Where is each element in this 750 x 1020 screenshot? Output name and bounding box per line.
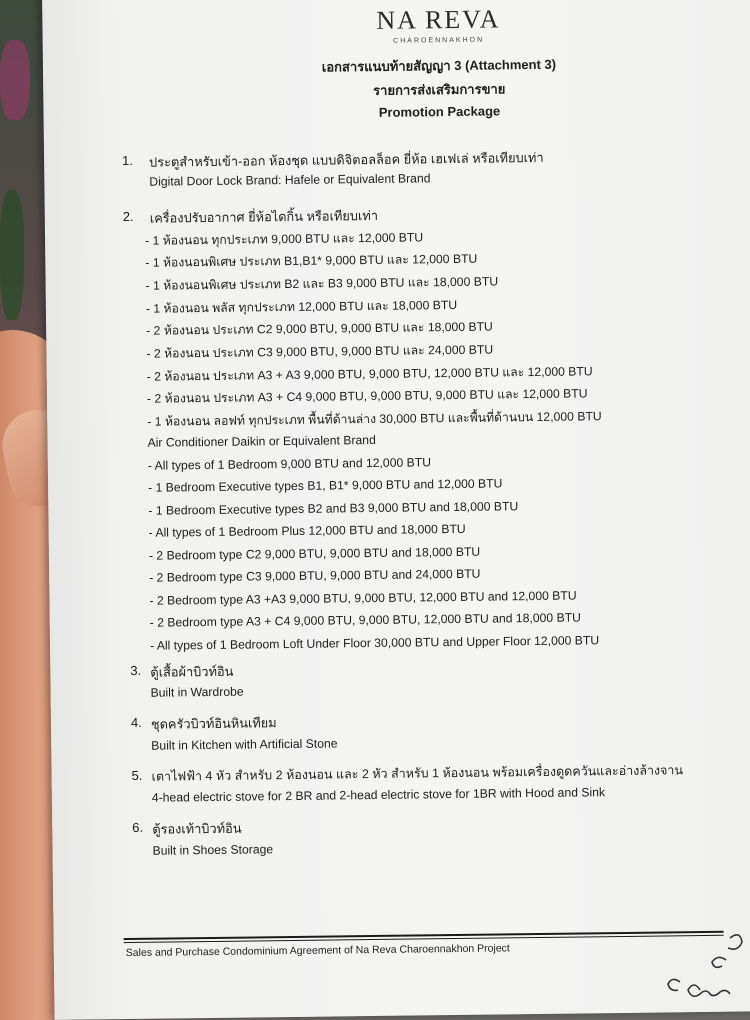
- list-item: - 2 Bedroom type C3 9,000 BTU, 9,000 BTU and 24,000 BTU: [149, 566, 481, 585]
- item-english-text: Built in Kitchen with Artificial Stone: [151, 736, 338, 753]
- list-item: - All types of 1 Bedroom Plus 12,000 BTU and 18,000 BTU: [148, 521, 466, 540]
- item-thai-text: เครื่องปรับอากาศ ยี่ห้อไดกิ้น หรือเทียบเท่า: [149, 207, 379, 226]
- item-number: 1.: [121, 152, 134, 169]
- item-english-text: Air Conditioner Daikin or Equivalent Brand: [147, 432, 376, 450]
- list-item: - 1 Bedroom Executive types B2 and B3 9,000 BTU and 18,000 BTU: [148, 499, 519, 518]
- document-page: [42, 0, 750, 1020]
- document-subtitle-thai: รายการส่งเสริมการขาย: [373, 81, 506, 98]
- list-item: - 2 ห้องนอน ประเภท C2 9,000 BTU, 9,000 BTU และ 18,000 BTU: [146, 319, 493, 338]
- list-item: - 1 ห้องนอนพิเศษ ประเภท B1,B1* 9,000 BTU และ 12,000 BTU: [145, 251, 478, 270]
- list-item: - All types of 1 Bedroom Loft Under Floor 30,000 BTU and Upper Floor 12,000 BTU: [149, 633, 600, 653]
- item-english-text: 4-head electric stove for 2 BR and 2-head electric stove for 1BR with Hood and Sink: [151, 785, 606, 805]
- item-thai-text: ตู้รองเท้าบิวท์อิน: [152, 820, 242, 837]
- signature-mark: [660, 920, 750, 1000]
- document-title-english: Promotion Package: [378, 103, 501, 120]
- list-item: - 1 ห้องนอน พลัส ทุกประเภท 12,000 BTU และ 18,000 BTU: [145, 297, 458, 316]
- background-plant: [0, 190, 24, 320]
- item-number: 2.: [122, 208, 134, 225]
- item-number: 6.: [132, 819, 144, 835]
- item-thai-text: เตาไฟฟ้า 4 หัว สำหรับ 2 ห้องนอน และ 2 หัว สำหรับ 1 ห้องนอน พร้อมเครื่องดูดควันและอ่างล้างจาน: [151, 763, 684, 784]
- footer-text: Sales and Purchase Condominium Agreement of Na Reva Charoennakhon Project: [125, 942, 510, 960]
- list-item: - 1 ห้องนอน ทุกประเภท 9,000 BTU และ 12,000 BTU: [144, 230, 424, 248]
- list-item: - 1 ห้องนอน ลอฟท์ ทุกประเภท พื้นที่ด้านล่าง 30,000 BTU และพื้นที่ด้านบน 12,000 BTU: [147, 409, 602, 429]
- brand-subtitle: CHAROENNAKHON: [393, 36, 485, 45]
- item-thai-text: ตู้เสื้อผ้าบิวท์อิน: [150, 663, 234, 680]
- list-item: - 2 Bedroom type A3 + C4 9,000 BTU, 9,000 BTU, 12,000 BTU and 18,000 BTU: [149, 610, 582, 630]
- list-item: - 1 Bedroom Executive types B1, B1* 9,000 BTU and 12,000 BTU: [148, 476, 503, 495]
- list-item: - All types of 1 Bedroom 9,000 BTU and 12,000 BTU: [147, 455, 432, 473]
- item-english-text: Built in Wardrobe: [150, 684, 244, 700]
- item-thai-text: ชุดครัวบิวท์อินหินเทียม: [150, 715, 277, 732]
- list-item: - 2 Bedroom type C2 9,000 BTU, 9,000 BTU and 18,000 BTU: [148, 544, 481, 563]
- item-thai-text: ประตูสำหรับเข้า-ออก ห้องชุด แบบดิจิตอลล็อค ยี่ห้อ เฮเฟเล่ หรือเทียบเท่า: [149, 149, 544, 170]
- document-title-thai: เอกสารแนบท้ายสัญญา 3 (Attachment 3): [321, 56, 557, 75]
- item-number: 4.: [130, 714, 142, 730]
- background-flower: [0, 40, 30, 120]
- brand-logo: NA REVA: [376, 4, 501, 35]
- list-item: - 2 ห้องนอน ประเภท A3 + C4 9,000 BTU, 9,000 BTU, 9,000 BTU และ 12,000 BTU: [146, 386, 588, 406]
- item-number: 5.: [131, 767, 143, 783]
- item-english-text: Digital Door Lock Brand: Hafele or Equivalent Brand: [149, 171, 431, 189]
- list-item: - 2 ห้องนอน ประเภท A3 + A3 9,000 BTU, 9,000 BTU, 12,000 BTU และ 12,000 BTU: [146, 364, 593, 384]
- list-item: - 2 Bedroom type A3 +A3 9,000 BTU, 9,000 BTU, 12,000 BTU and 12,000 BTU: [149, 588, 577, 608]
- list-item: - 2 ห้องนอน ประเภท C3 9,000 BTU, 9,000 BTU และ 24,000 BTU: [146, 342, 494, 361]
- item-number: 3.: [130, 662, 142, 678]
- list-item: - 1 ห้องนอนพิเศษ ประเภท B2 และ B3 9,000 BTU และ 18,000 BTU: [145, 274, 499, 293]
- item-english-text: Built in Shoes Storage: [152, 842, 274, 858]
